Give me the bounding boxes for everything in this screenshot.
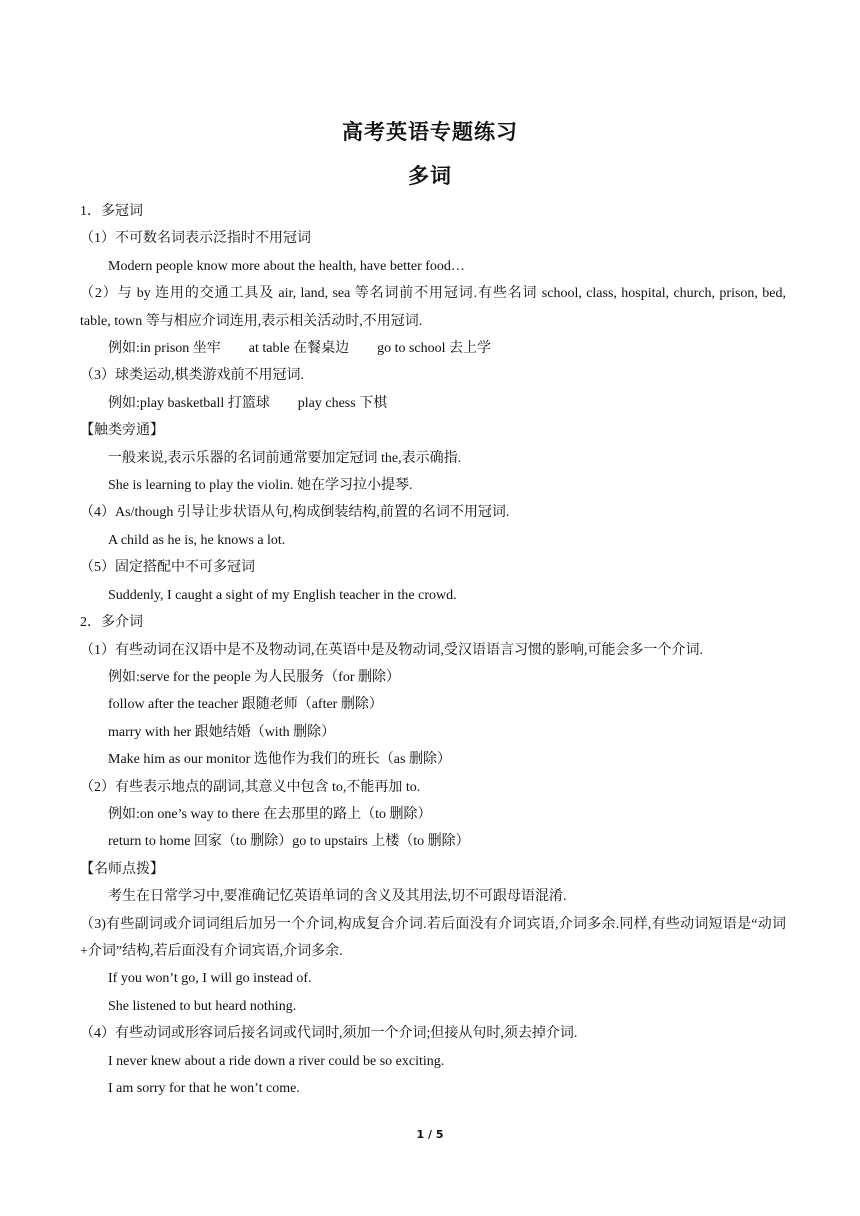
section-heading: 1．多冠词: [80, 204, 143, 219]
example-line: [80, 335, 786, 362]
example-sentence: return to home 回家（to 删除）go to upstairs 上楼（to 删除）: [108, 834, 470, 850]
rule-item: （4）As/though 引导让步状语从句,构成倒装结构,前置的名词不用冠词.: [80, 505, 510, 521]
example-phrase: 例如:in prison 坐牢: [108, 341, 221, 357]
note-heading: 【触类旁通】: [80, 423, 164, 439]
note-text: 一般来说,表示乐器的名词前通常要加定冠词 the,表示确指.: [108, 450, 462, 466]
rule-item: （3)有些副词或介词词组后加另一个介词,构成复合介词.若后面没有介词宾语,介词多余.同样,有些动词短语是“动词+介词”结构,若后面没有介词宾语,介词多余.: [80, 916, 786, 959]
example-sentence: If you won’t go, I will go instead of.: [108, 971, 312, 987]
example-sentence: 例如:serve for the people 为人民服务（for 删除）: [108, 669, 400, 685]
section-heading: 2．多介词: [80, 615, 143, 631]
page-number: 1 / 5: [416, 1128, 444, 1141]
example-sentence: She listened to but heard nothing.: [108, 998, 297, 1014]
example-sentence: Suddenly, I caught a sight of my English teacher in the crowd.: [108, 587, 457, 603]
example-sentence: I never knew about a ride down a river could be so exciting.: [108, 1053, 445, 1069]
example-phrase: go to school 去上学: [377, 341, 492, 357]
example-phrase: 例如:play basketball 打篮球: [108, 395, 270, 411]
rule-item: （2）与 by 连用的交通工具及 air, land, sea 等名词前不用冠词.有些名词 school, class, hospital, church, prison, bed, table, town 等与相应介词连用,表示相关活动时,不用冠词.: [80, 286, 786, 329]
rule-item: （3）球类运动,棋类游戏前不用冠词.: [80, 368, 304, 384]
example-sentence: follow after the teacher 跟随老师（after 删除）: [108, 697, 383, 713]
document-body: [80, 198, 786, 1102]
example-sentence: A child as he is, he knows a lot.: [108, 532, 286, 548]
example-sentence: I am sorry for that he won’t come.: [108, 1081, 300, 1096]
note-text: 考生在日常学习中,要准确记忆英语单词的含义及其用法,切不可跟母语混淆.: [108, 889, 567, 905]
example-sentence: Modern people know more about the health, have better food…: [108, 258, 465, 274]
example-phrase: at table 在餐桌边: [248, 341, 350, 357]
rule-item: （1）有些动词在汉语中是不及物动词,在英语中是及物动词,受汉语语言习惯的影响,可能会多一个介词.: [80, 642, 703, 658]
example-sentence: marry with her 跟她结婚（with 删除）: [108, 724, 336, 740]
example-sentence: She is learning to play the violin. 她在学习拉小提琴.: [108, 478, 413, 494]
document-subtitle: 多词: [408, 164, 452, 188]
rule-item: （4）有些动词或形容词后接名词或代词时,须加一个介词;但接从句时,须去掉介词.: [80, 1026, 578, 1042]
rule-item: （5）固定搭配中不可多冠词: [80, 560, 255, 576]
example-line: [80, 390, 786, 417]
example-phrase: play chess 下棋: [297, 395, 388, 411]
document-title: 高考英语专题练习: [342, 120, 518, 144]
example-sentence: 例如:on one’s way to there 在去那里的路上（to 删除）: [108, 806, 432, 822]
example-sentence: Make him as our monitor 选他作为我们的班长（as 删除）: [108, 752, 451, 768]
rule-item: （1）不可数名词表示泛指时不用冠词: [80, 231, 311, 247]
rule-item: （2）有些表示地点的副词,其意义中包含 to,不能再加 to.: [80, 779, 421, 795]
note-heading: 【名师点拨】: [80, 861, 164, 877]
